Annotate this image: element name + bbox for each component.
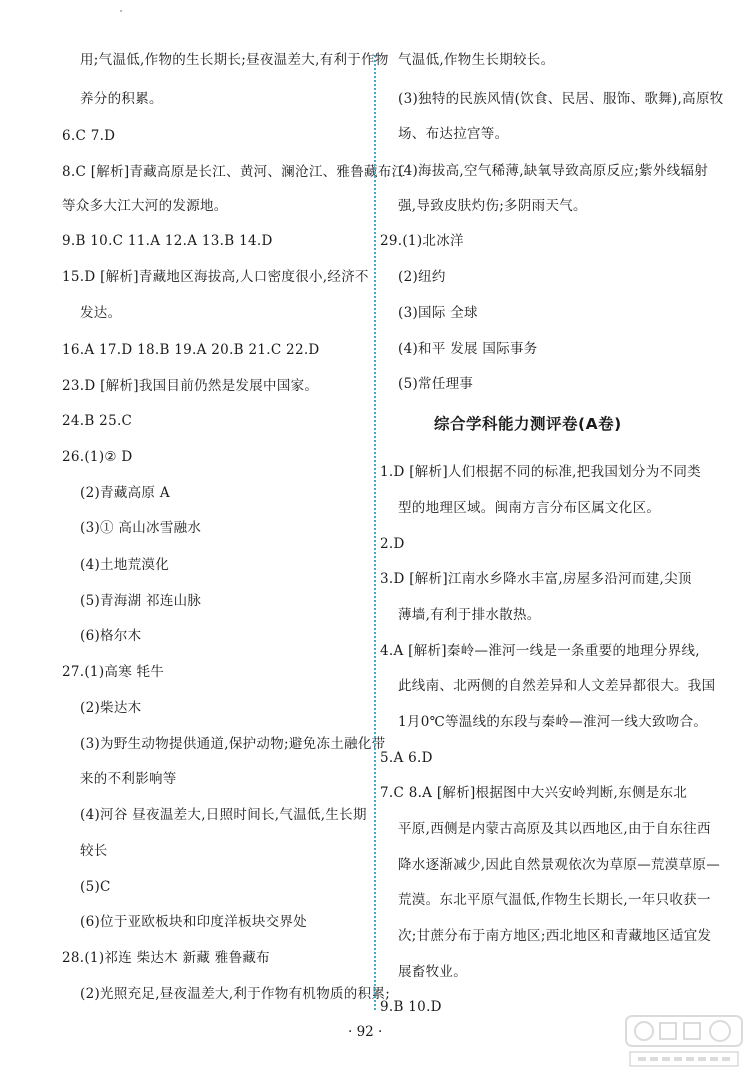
answer-line: 较长: [80, 843, 108, 859]
answer-line: (3)独特的民族风情(饮食、民居、服饰、歌舞),高原牧: [398, 91, 724, 107]
answer-line: 养分的积累。: [80, 91, 163, 107]
answer-line: 降水逐渐减少,因此自然景观依次为草原—荒漠草原—: [398, 857, 720, 873]
answer-line: 16.A 17.D 18.B 19.A 20.B 21.C 22.D: [62, 342, 320, 358]
answer-line: 29.(1)北冰洋: [380, 233, 464, 249]
answer-line: 1月0℃等温线的东段与秦岭—淮河一线大致吻合。: [398, 714, 708, 730]
answer-line: 8.C [解析]青藏高原是长江、黄河、澜沧江、雅鲁藏布江: [62, 164, 406, 180]
answer-line: 荒漠。东北平原气温低,作物生长期长,一年只收获一: [398, 892, 711, 908]
answer-line: 9.B 10.C 11.A 12.A 13.B 14.D: [62, 233, 273, 249]
answer-line: 型的地理区域。闽南方言分布区属文化区。: [398, 500, 661, 516]
answer-line: (2)青藏高原 A: [80, 485, 170, 501]
answer-line: 15.D [解析]青藏地区海拔高,人口密度很小,经济不: [62, 269, 369, 285]
answer-line: 23.D [解析]我国目前仍然是发展中国家。: [62, 378, 319, 394]
answer-line: 此线南、北两侧的自然差异和人文差异都很大。我国: [398, 678, 716, 694]
answer-line: 6.C 7.D: [62, 128, 116, 144]
answer-line: (2)光照充足,昼夜温差大,利于作物有机物质的积累;: [80, 986, 391, 1002]
answer-line: 3.D [解析]江南水乡降水丰富,房屋多沿河而建,尖顶: [380, 571, 692, 587]
answer-line: 强,导致皮肤灼伤;多阴雨天气。: [398, 198, 587, 214]
answer-line: (5)青海湖 祁连山脉: [80, 593, 202, 609]
answer-line: (2)柴达木: [80, 700, 142, 716]
answer-line: 平原,西侧是内蒙古高原及其以西地区,由于自东往西: [398, 821, 711, 837]
answer-line: 薄墙,有利于排水散热。: [398, 607, 541, 623]
answer-line: 展畜牧业。: [398, 964, 467, 980]
answer-line: 次;甘蔗分布于南方地区;西北地区和青藏地区适宜发: [398, 928, 712, 944]
answer-line: 等众多大江大河的发源地。: [62, 198, 228, 214]
answer-line: (5)C: [80, 879, 111, 895]
answer-line: (6)位于亚欧板块和印度洋板块交界处: [80, 914, 308, 930]
watermark-logo: [624, 1012, 744, 1072]
answer-line: 27.(1)高寒 牦牛: [62, 664, 165, 680]
scan-speck: [120, 10, 122, 12]
answer-line: 来的不利影响等: [80, 771, 177, 787]
answer-line: (3)国际 全球: [398, 305, 478, 321]
section-heading: 综合学科能力测评卷(A卷): [434, 415, 622, 433]
answer-line: 9.B 10.D: [380, 999, 442, 1015]
answer-line: (6)格尔木: [80, 628, 142, 644]
column-divider: [374, 55, 376, 1010]
answer-line: 26.(1)② D: [62, 449, 133, 465]
answer-line: 1.D [解析]人们根据不同的标准,把我国划分为不同类: [380, 464, 701, 480]
answer-line: (4)土地荒漠化: [80, 557, 170, 573]
answer-line: (3)① 高山冰雪融水: [80, 520, 202, 536]
answer-line: 气温低,作物生长期较长。: [398, 52, 555, 68]
answer-line: 发达。: [80, 305, 122, 321]
answer-line: (4)海拔高,空气稀薄,缺氧导致高原反应;紫外线辐射: [398, 163, 709, 179]
answer-line: (3)为野生动物提供通道,保护动物;避免冻土融化带: [80, 736, 386, 752]
answer-line: 2.D: [380, 536, 405, 552]
answer-line: 用;气温低,作物的生长期长;昼夜温差大,有利于作物: [80, 52, 389, 68]
answer-line: (5)常任理事: [398, 376, 474, 392]
answer-line: 4.A [解析]秦岭—淮河一线是一条重要的地理分界线,: [380, 643, 700, 659]
answer-line: 5.A 6.D: [380, 750, 433, 766]
answer-line: 28.(1)祁连 柴达木 新藏 雅鲁藏布: [62, 950, 270, 966]
answer-line: (2)纽约: [398, 269, 446, 285]
answer-line: 场、布达拉宫等。: [398, 126, 509, 142]
answer-line: 24.B 25.C: [62, 413, 133, 429]
page-number: · 92 ·: [348, 1024, 383, 1040]
answer-line: 7.C 8.A [解析]根据图中大兴安岭判断,东侧是东北: [380, 785, 688, 801]
answer-line: (4)河谷 昼夜温差大,日照时间长,气温低,生长期: [80, 807, 367, 823]
answer-line: (4)和平 发展 国际事务: [398, 341, 538, 357]
